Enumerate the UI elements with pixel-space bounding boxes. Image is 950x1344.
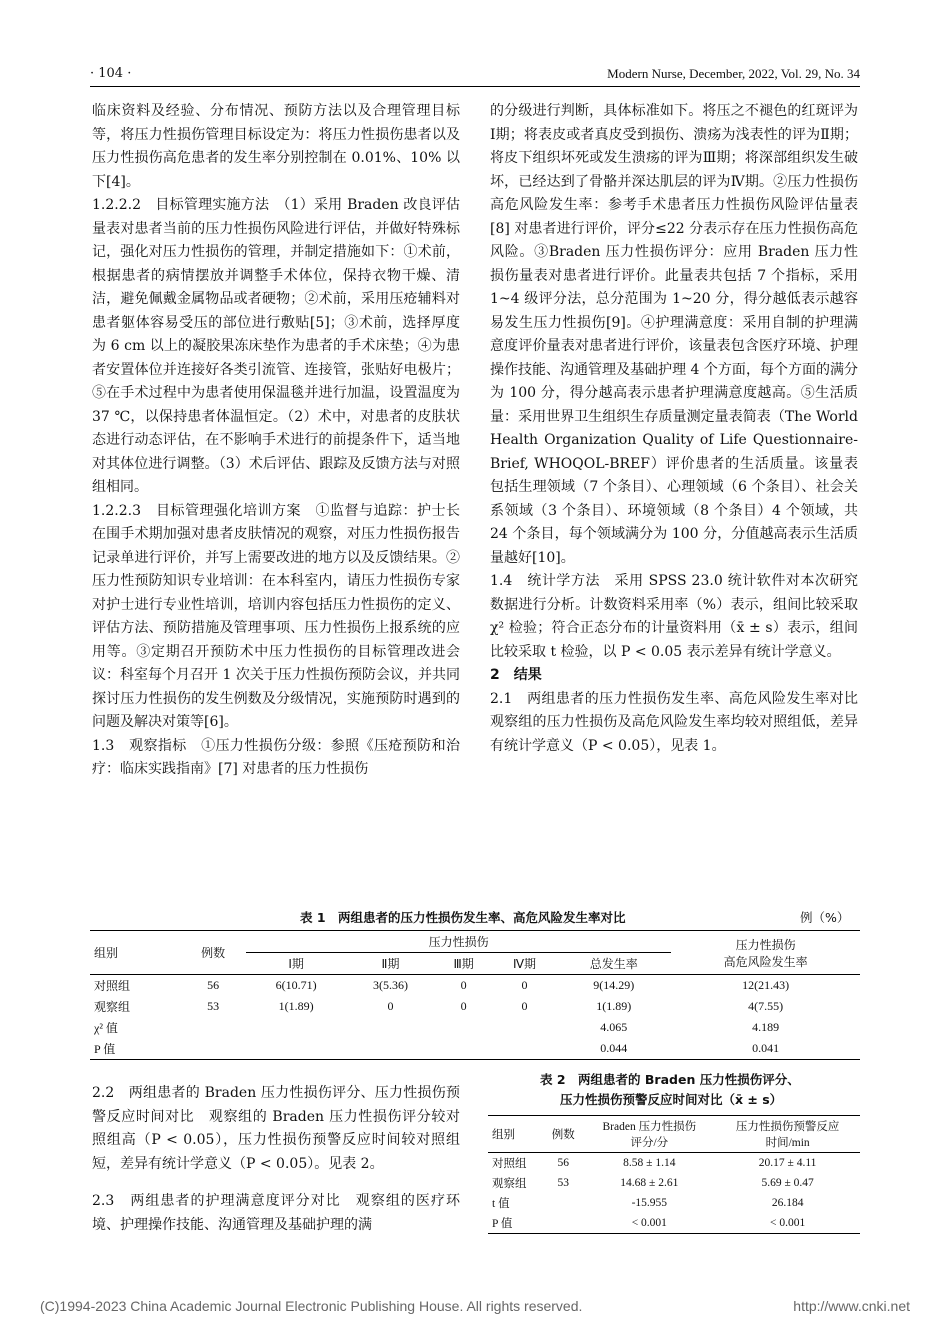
table-cell: 14.68 ± 2.61	[620, 1177, 679, 1189]
paragraph: 的分级进行判断，具体标准如下。将压之不褪色的红斑评为Ⅰ期；将表皮或者真皮受到损伤、溃疡为浅表性的评为Ⅱ期；将皮下组织坏死或发生溃疡的评为Ⅲ期；将深部组织发生破坏，已经达到了骨骼并深达肌层的评为Ⅳ期。②压力性损伤高危风险发生率：参考手术患者压力性损伤风险评估量表[8] 对患者进行评价，评分≤22 分表示存在压力性损伤高危风险。③Braden 压力性损伤评分：应用 Braden 压力性损伤量表对患者进行评价。此量表共包括 7 个指标，采用 1~4 级评分法，总分范围为 1~20 分，得分越低表示越容易发生压力性损伤[9]。④护理满意度：采用自制的护理满意度评价量表对患者进行评价，该量表包含医疗环境、护理操作技能、沟通管理及基础护理 4 个方面，每个方面的满分为 100 分，得分越高表示患者护理满意度越高。⑤生活质量：采用世界卫生组织生存质量测定量表简表（The World Health Organization Quality of Life Questionnaire-Brief, WHOQOL-BREF）评价患者的生活质量。该量表包括生理领域（7 个条目）、心理领域（6 个条目）、社会关系领域（3 个条目）、环境领域（8 个条目）4 个领域，共 24 个条目，每个领域满分为 100 分，分值越高表示生活质量越好[10]。	[490, 103, 858, 566]
table-cell: P 值	[94, 1042, 116, 1056]
table-cell: 对照组	[492, 1158, 527, 1170]
table-row	[90, 1017, 860, 1038]
table-cell: 4(7.55)	[748, 999, 784, 1013]
table-cell: 3(5.36)	[373, 978, 409, 992]
table-cell: 5.69 ± 0.47	[761, 1177, 814, 1189]
table-header-line: 时间/min	[765, 1137, 810, 1149]
table-cell	[346, 1017, 434, 1038]
table-cell: 0	[521, 999, 528, 1013]
table-header: 例数	[551, 1129, 575, 1141]
table-header: 例数	[180, 931, 246, 975]
table-cell: 1(1.89)	[596, 999, 632, 1013]
table-cell: 0.041	[752, 1041, 780, 1055]
table-header	[583, 1116, 715, 1153]
paragraph: 临床资料及经验、分布情况、预防方法以及合理管理目标等，将压力性损伤管理目标设定为：将压力性损伤患者以及压力性损伤高危患者的发生率分别控制在 0.01%、10% 以下[4]。	[92, 103, 460, 190]
table-cell	[543, 1193, 583, 1213]
table-cell	[435, 1017, 493, 1038]
footer-link[interactable]: http://www.cnki.net	[793, 1298, 910, 1314]
table-cell: 6(10.71)	[275, 978, 317, 992]
table1-caption: 表 1 两组患者的压力性损伤发生率、高危风险发生率对比	[300, 910, 626, 925]
table-cell: 0	[460, 999, 467, 1013]
table-cell	[180, 1017, 246, 1038]
table-cell	[543, 1213, 583, 1234]
table-header-line: 评分/分	[630, 1137, 669, 1149]
table-cell: 53	[557, 1177, 570, 1189]
table-cell: 1(1.89)	[278, 999, 314, 1013]
page-number: · 104 ·	[90, 66, 132, 81]
table-header: 组别	[90, 931, 180, 975]
journal-header: Modern Nurse, December, 2022, Vol. 29, No. 34	[607, 66, 860, 81]
table-cell: 0.044	[600, 1041, 628, 1055]
table-cell: 20.17 ± 4.11	[758, 1157, 817, 1169]
table-row	[90, 1038, 860, 1060]
table-header: 压力性损伤	[246, 931, 671, 953]
table-cell: 对照组	[94, 979, 131, 993]
paragraph: 2.2 两组患者的 Braden 压力性损伤评分、压力性损伤预警反应时间对比 观察组的 Braden 压力性损伤评分较对照组高（P < 0.05），压力性损伤预警反应时间较对照组短，差异有统计学意义（P < 0.05）。见表 2。	[92, 1085, 460, 1172]
table2-caption: 表 2 两组患者的 Braden 压力性损伤评分、	[540, 1072, 800, 1087]
table-header: Ⅲ期	[453, 957, 474, 971]
table-cell	[435, 1038, 493, 1060]
table-cell	[493, 1017, 557, 1038]
paragraph: 1.2.2.3 目标管理强化培训方案 ①监督与追踪：护士长在围手术期加强对患者皮肤情况的观察，对压力性损伤报告记录单进行评价，并写上需要改进的地方以及反馈结果。②压力性预防知识专业培训：在本科室内，请压力性损伤专家对护士进行专业性培训，培训内容包括压力性损伤的定义、评估方法、预防措施及管理事项、压力性损伤上报系统的应用等。③定期召开预防术中压力性损伤的目标管理改进会议：科室每个月召开 1 次关于压力性损伤预防会议，并共同探讨压力性损伤的发生例数及分级情况，实施预防时遇到的问题及解决对策等[6]。	[92, 502, 460, 730]
paragraph: 1.4 统计学方法 采用 SPSS 23.0 统计软件对本次研究数据进行分析。计数资料采用率（%）表示，组间比较采取 χ² 检验；符合正态分布的计量资料用（x̄ ± s）表示，组间比较采取 t 检验，以 P < 0.05 表示差异有统计学意义。	[490, 573, 858, 660]
copyright-notice: (C)1994-2023 China Academic Journal Electronic Publishing House. All rights reserved.	[40, 1298, 583, 1314]
table-cell: χ² 值	[94, 1021, 118, 1035]
table1	[90, 930, 860, 1060]
table-header: Ⅰ期	[288, 957, 304, 971]
table-header	[715, 1116, 860, 1153]
table-header: 总发生率	[589, 957, 638, 971]
table-cell	[246, 1038, 347, 1060]
table-cell: 4.189	[752, 1020, 780, 1034]
table-row	[90, 996, 860, 1017]
header-rule	[90, 86, 860, 87]
table-cell: 观察组	[492, 1178, 527, 1190]
table-cell: 0	[460, 978, 467, 992]
left-bottom-column	[92, 1068, 460, 1251]
table-cell	[246, 1017, 347, 1038]
table-cell: 9(14.29)	[593, 978, 635, 992]
table-cell: 53	[207, 999, 220, 1013]
table-header	[671, 931, 860, 975]
table-cell: 12(21.43)	[742, 978, 790, 992]
table-cell: 4.065	[600, 1020, 628, 1034]
table-cell: < 0.001	[631, 1217, 667, 1229]
table-row	[488, 1193, 860, 1213]
table-header: Ⅳ期	[512, 957, 537, 971]
table1-unit: 例（%）	[800, 910, 850, 925]
table-row	[488, 1173, 860, 1193]
table-cell	[346, 1038, 434, 1060]
table-cell: 26.184	[771, 1197, 804, 1209]
page-footer	[40, 1298, 910, 1314]
table-cell: 8.58 ± 1.14	[623, 1157, 676, 1169]
table-header-line: 压力性损伤	[735, 937, 796, 952]
table-cell: 观察组	[94, 1000, 131, 1014]
table-cell: t 值	[492, 1198, 510, 1210]
table-cell: 0	[387, 999, 394, 1013]
table-row	[488, 1153, 860, 1174]
paragraph: 1.3 观察指标 ①压力性损伤分级：参照《压疮预防和治疗：临床实践指南》[7] 对患者的压力性损伤	[92, 737, 460, 777]
paragraph: 1.2.2.2 目标管理实施方法 （1）采用 Braden 改良评估量表对患者当前的压力性损伤风险进行评估，并做好特殊标记，强化对压力性损伤的管理，并制定措施如下：①术前，根据患者的病情摆放并调整手术体位，保持衣物干燥、清洁，避免佩戴金属物品或者硬物；②术前，采用压疮辅料对患者躯体容易受压的部位进行敷贴[5]；③术前，选择厚度为 6 cm 以上的凝胶果冻床垫作为患者的手术床垫；④为患者安置体位并连接好各类引流管、连接管，张贴好电极片；⑤在手术过程中为患者使用保温毯并进行加温，设置温度为 37 ℃，以保持患者体温恒定。（2）术中，对患者的皮肤状态进行动态评估，在不影响手术进行的前提条件下，适当地对其体位进行调整。（3）术后评估、跟踪及反馈方法与对照组相同。	[92, 197, 460, 495]
paragraph: 2.3 两组患者的护理满意度评分对比 观察组的医疗环境、护理操作技能、沟通管理及基础护理的满	[92, 1193, 460, 1233]
table-cell: 0	[521, 978, 528, 992]
right-column	[490, 100, 872, 758]
left-column	[92, 100, 460, 782]
table-header: Ⅱ期	[381, 957, 400, 971]
table2-caption: 压力性损伤预警反应时间对比（x̄ ± s）	[560, 1092, 783, 1107]
table2	[488, 1115, 860, 1234]
table-cell: < 0.001	[770, 1217, 806, 1229]
table-row	[488, 1213, 860, 1234]
table-cell	[493, 1038, 557, 1060]
table-cell: -15.955	[631, 1197, 668, 1209]
table-cell: 56	[557, 1157, 570, 1169]
table-header-line: Braden 压力性损伤	[602, 1121, 697, 1133]
section-heading: 2 结果	[490, 667, 542, 683]
table-header-line: 高危风险发生率	[723, 954, 808, 969]
table-header: 组别	[492, 1129, 515, 1141]
table-header-line: 压力性损伤预警反应	[735, 1121, 840, 1133]
table-cell: P 值	[492, 1218, 513, 1230]
paragraph: 2.1 两组患者的压力性损伤发生率、高危风险发生率对比 观察组的压力性损伤及高危风险发生率均较对照组低，差异有统计学意义（P < 0.05），见表 1。	[490, 690, 872, 754]
table-cell	[180, 1038, 246, 1060]
table-cell: 56	[207, 978, 220, 992]
table-row	[90, 975, 860, 997]
